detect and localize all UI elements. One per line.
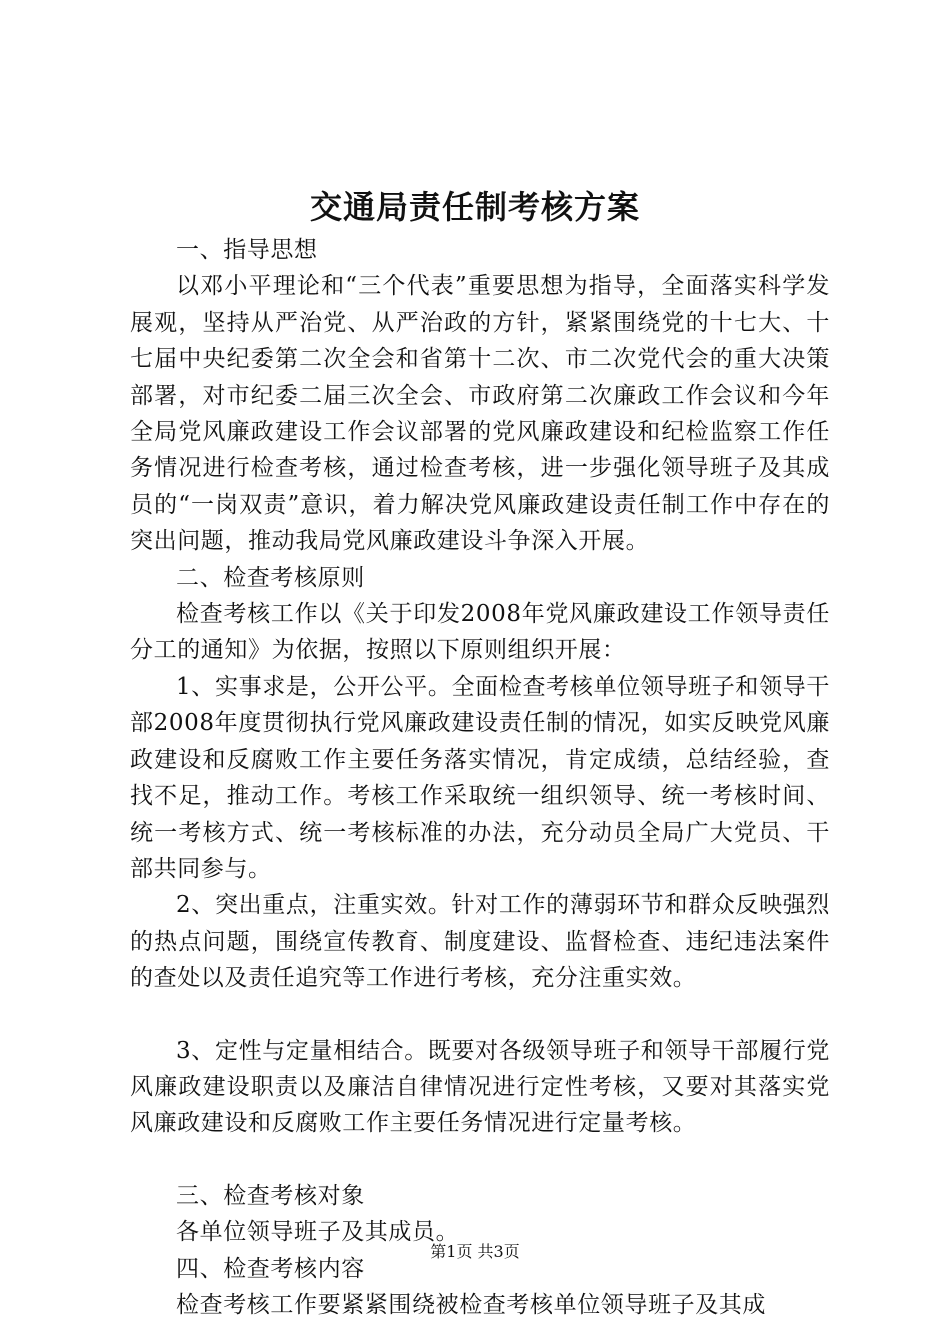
section-heading-guiding-ideology: 一、指导思想 — [176, 237, 318, 263]
paragraph-principle-1: 1、实事求是，公开公平。全面检查考核单位领导班子和领导干部2008年度贯彻执行党风廉政建设责任制的情况，如实反映党风廉政建设和反腐败工作主要任务落实情况，肯定成绩，总结经验，查找不足，推动工作。考核工作采取统一组织领导、统一考核时间、统一考核方式、统一考核标准的办法，充分动员全局广大党员、干部共同参与。 — [130, 673, 830, 882]
paragraph-guiding-ideology: 以邓小平理论和“三个代表”重要思想为指导，全面落实科学发展观，坚持从严治党、从严治政的方针，紧紧围绕党的十七大、十七届中央纪委第二次全会和省第十二次、市二次党代会的重大决策部署，对市纪委二届三次全会、市政府第二次廉政工作会议和今年全局党风廉政建设工作会议部署的党风廉政建设和纪检监察工作任务情况进行检查考核，通过检查考核，进一步强化领导班子及其成员的“一岗双责”意识，着力解决党风廉政建设责任制工作中存在的突出问题，推动我局党风廉政建设斗争深入开展。 — [130, 273, 830, 555]
paragraph-principle-3: 3、定性与定量相结合。既要对各级领导班子和领导干部履行党风廉政建设职责以及廉洁自律情况进行定性考核，又要对其落实党风廉政建设和反腐败工作主要任务情况进行定量考核。 — [130, 1037, 830, 1137]
paragraph-content: 检查考核工作要紧紧围绕被检查考核单位领导班子及其成 — [176, 1291, 766, 1318]
paragraph-spacer — [130, 1142, 830, 1178]
document-title: 交通局责任制考核方案 — [309, 188, 640, 226]
page-number: 第1页 共3页 — [430, 1242, 520, 1261]
paragraph-principle-2: 2、突出重点，注重实效。针对工作的薄弱环节和群众反映强烈的热点问题，围绕宣传教育、制度建设、监督检查、违纪违法案件的查处以及责任追究等工作进行考核，充分注重实效。 — [130, 892, 830, 992]
paragraph-targets: 各单位领导班子及其成员。 — [176, 1219, 460, 1246]
paragraph-spacer — [130, 997, 830, 1033]
section-heading-principles: 二、检查考核原则 — [176, 564, 365, 591]
paragraph-principles-intro: 检查考核工作以《关于印发2008年党风廉政建设工作领导责任分工的通知》为依据，按照以下原则组织开展： — [130, 601, 830, 664]
section-heading-content: 四、检查考核内容 — [176, 1255, 365, 1282]
section-heading-targets: 三、检查考核对象 — [176, 1182, 365, 1209]
document-body — [130, 232, 830, 1323]
